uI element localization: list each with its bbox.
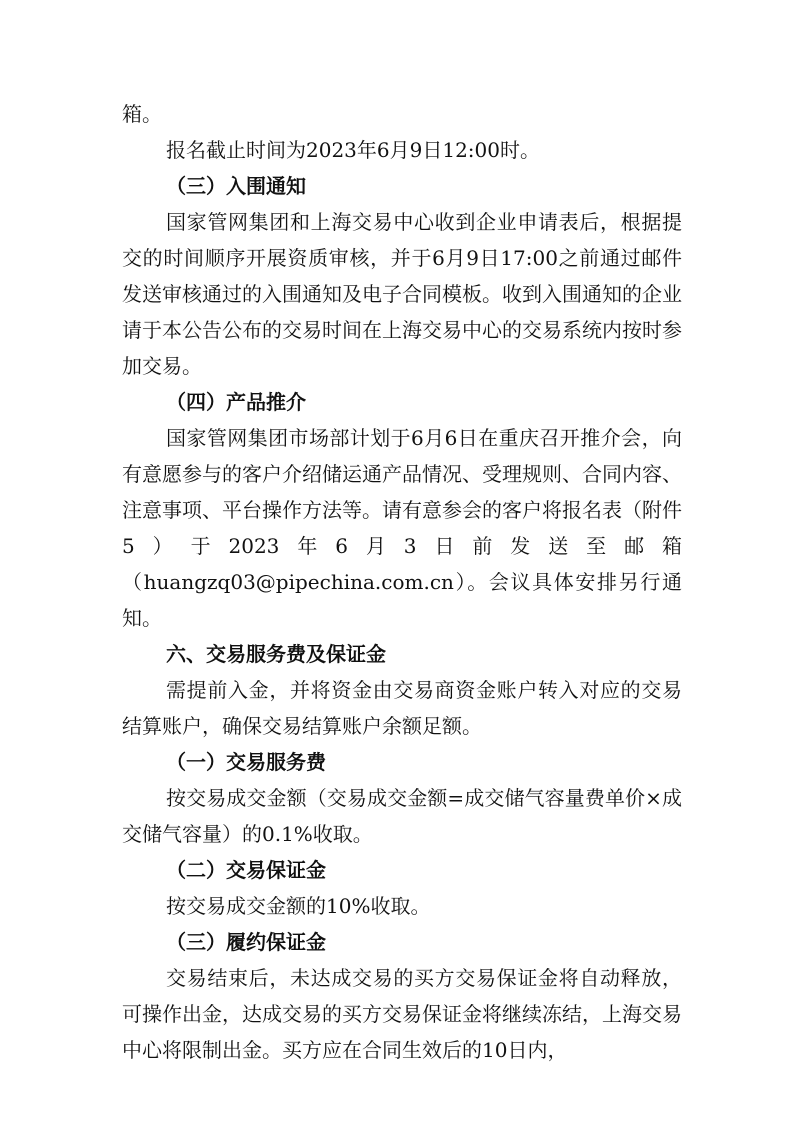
paragraph-deadline: 报名截止时间为2023年6月9日12:00时。 <box>166 138 540 162</box>
paragraph-trading-deposit: 按交易成交金额的10%收取。 <box>166 894 431 918</box>
document-body <box>122 96 682 1068</box>
paragraph-shortlist-notice: 国家管网集团和上海交易中心收到企业申请表后，根据提交的时间顺序开展资质审核，并于6月9日17:00之前通过邮件发送审核通过的入围通知及电子合同模板。收到入围通知的企业请于本公告公布的交易时间在上海交易中心的交易系统内按时参加交易。 <box>122 210 682 378</box>
heading-performance-deposit: （三）履约保证金 <box>166 930 326 954</box>
heading-product-promotion: （四）产品推介 <box>166 390 306 414</box>
heading-service-fee: （一）交易服务费 <box>166 750 326 774</box>
paragraph-fees-and-deposit: 需提前入金，并将资金由交易商资金账户转入对应的交易结算账户，确保交易结算账户余额足额。 <box>122 678 682 738</box>
paragraph-service-fee: 按交易成交金额（交易成交金额=成交储气容量费单价×成交储气容量）的0.1%收取。 <box>122 786 682 846</box>
paragraph-product-promotion: 国家管网集团市场部计划于6月6日在重庆召开推介会，向有意愿参与的客户介绍储运通产品情况、受理规则、合同内容、注意事项、平台操作方法等。请有意参会的客户将报名表（附件5）于2023年6月3日前发送至邮箱（huangzq03@pipechina.com.cn）。会议具体安排另行通知。 <box>122 426 682 630</box>
paragraph-continuation: 箱。 <box>122 102 162 126</box>
heading-trading-deposit: （二）交易保证金 <box>166 858 326 882</box>
paragraph-performance-deposit: 交易结束后，未达成交易的买方交易保证金将自动释放，可操作出金，达成交易的买方交易保证金将继续冻结，上海交易中心将限制出金。买方应在合同生效后的10日内， <box>122 966 682 1062</box>
heading-fees-and-deposit: 六、交易服务费及保证金 <box>166 642 386 666</box>
heading-shortlist-notice: （三）入围通知 <box>166 174 306 198</box>
